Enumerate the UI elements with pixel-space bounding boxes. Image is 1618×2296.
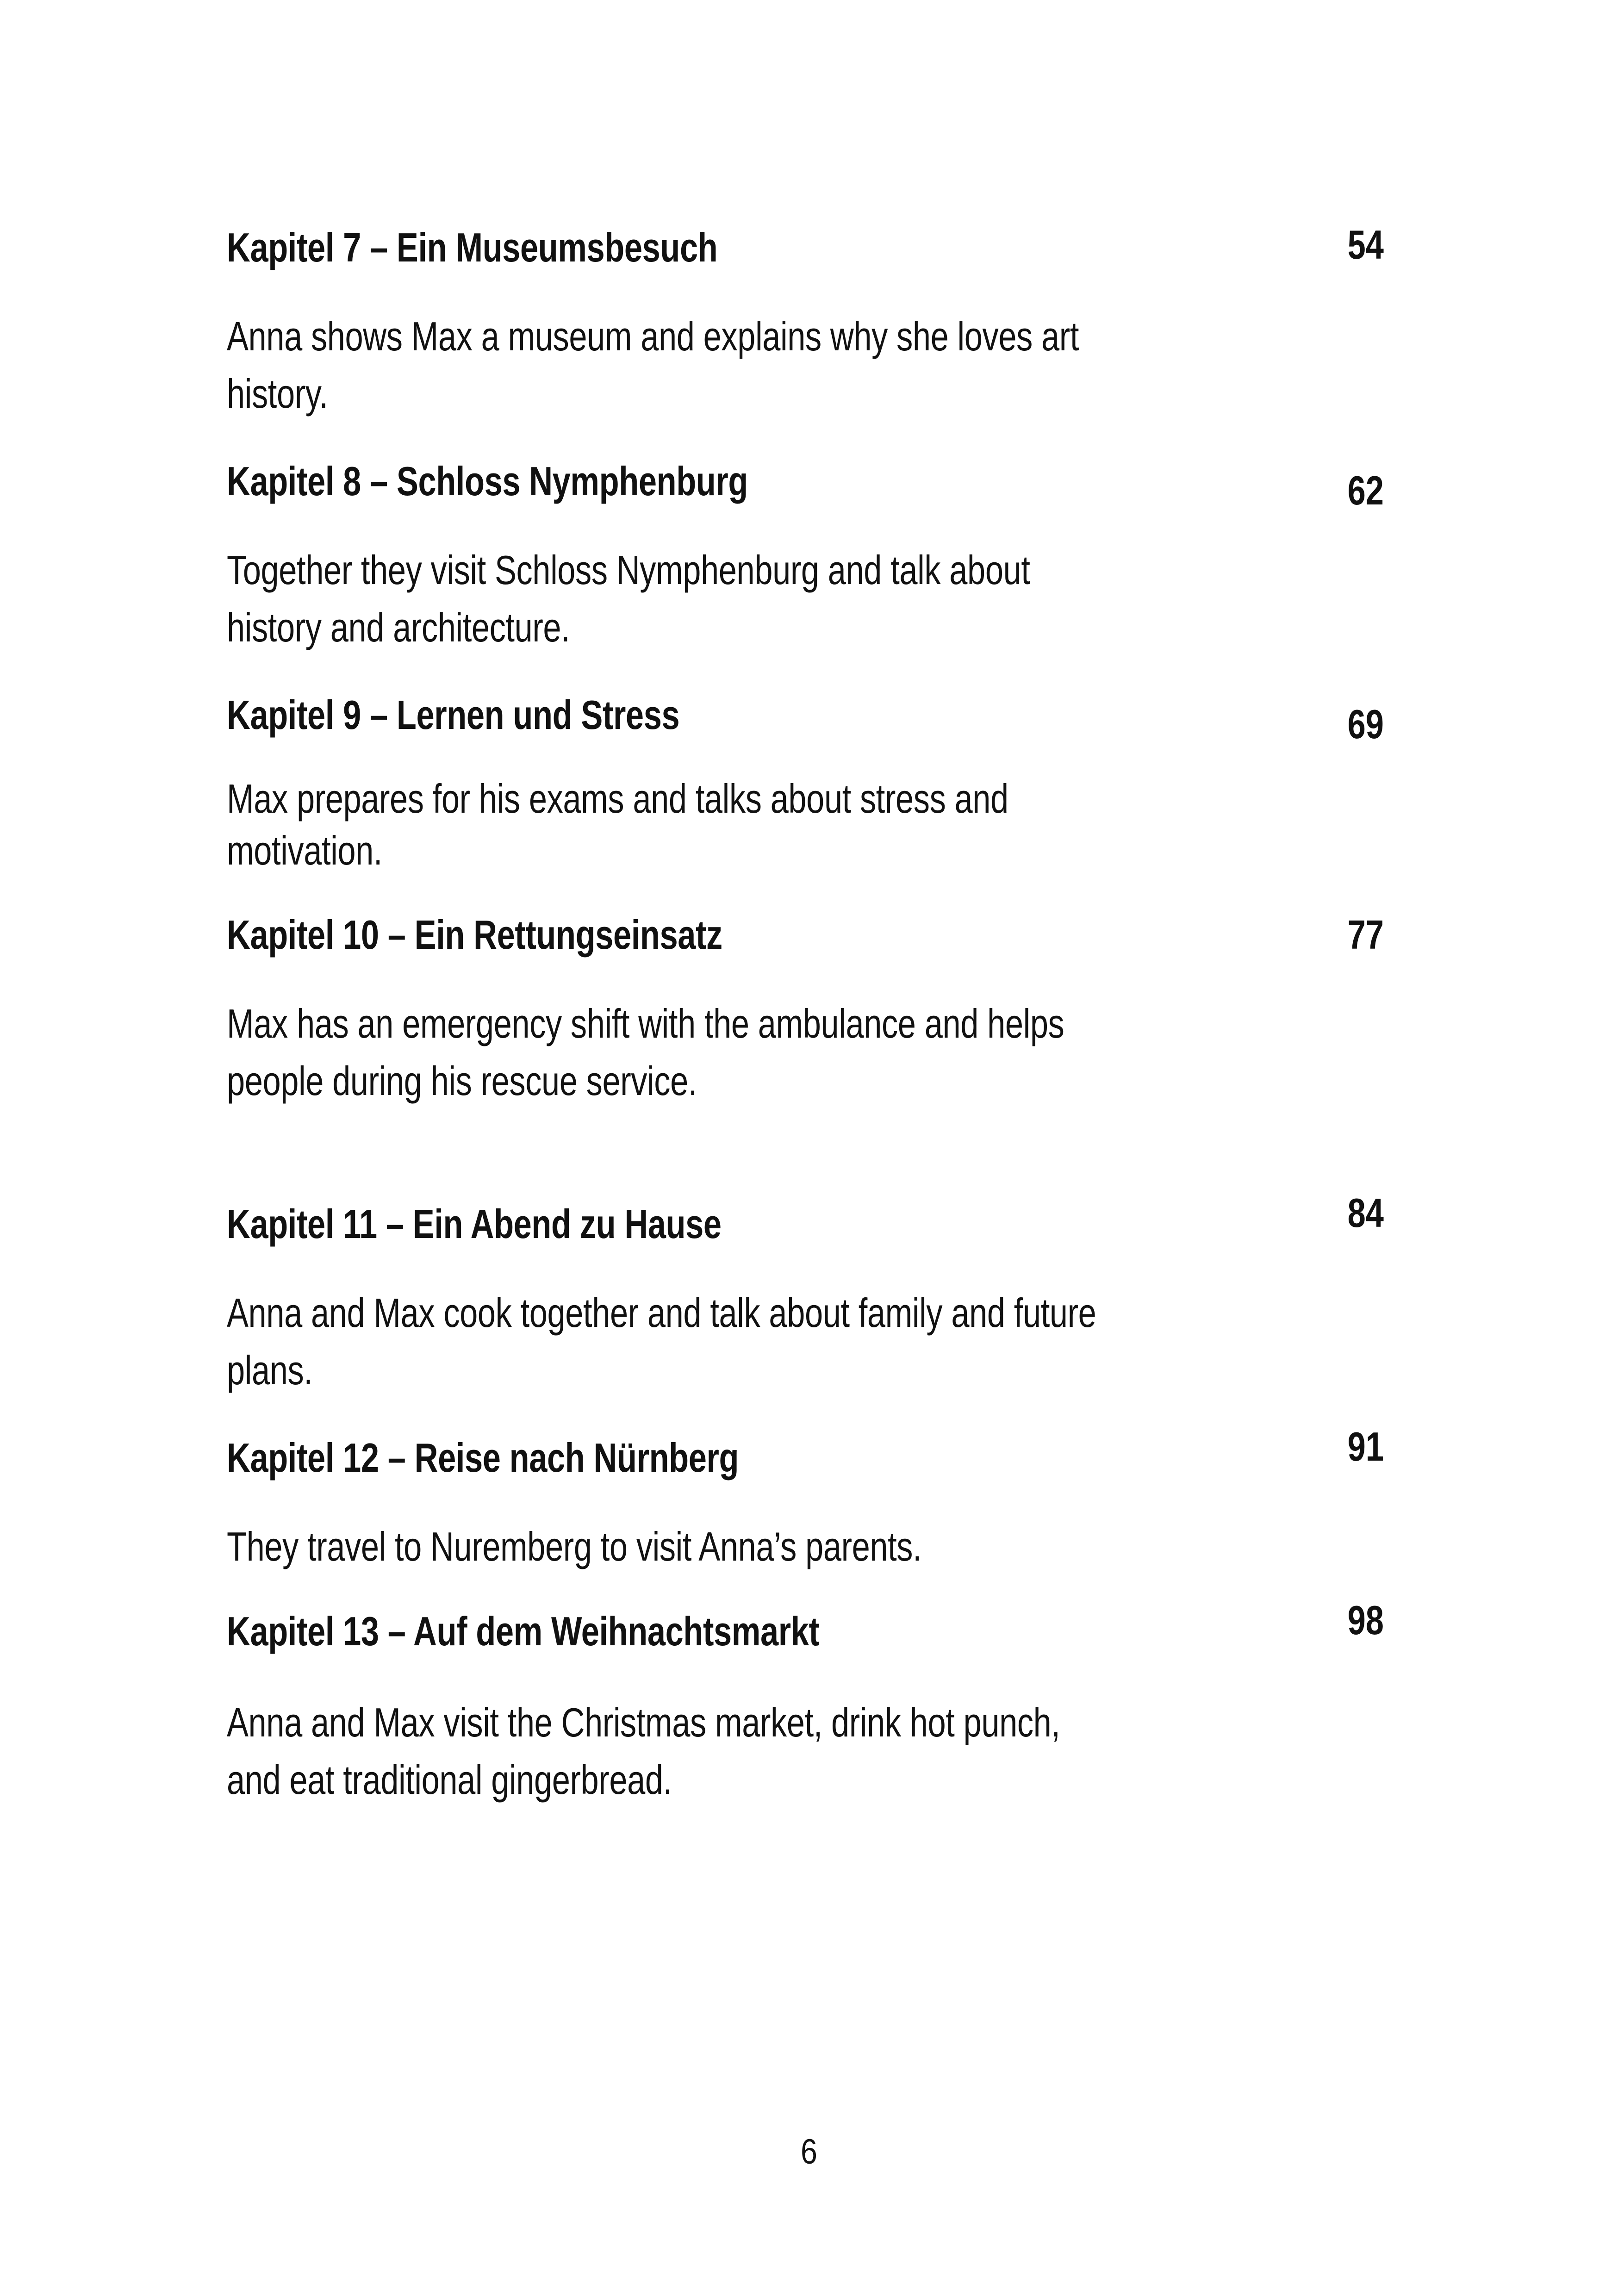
description-line: Anna and Max visit the Christmas market, drink hot punch, — [227, 1699, 1060, 1745]
toc-entry — [227, 1190, 1384, 1412]
chapter-page-number: 77 — [1347, 912, 1384, 958]
chapter-page-number: 62 — [1347, 467, 1384, 513]
toc-entry — [227, 1597, 1384, 1819]
chapter-page-number: 69 — [1347, 701, 1384, 747]
chapter-page-number: 91 — [1347, 1424, 1384, 1469]
toc-entry — [227, 222, 1384, 435]
chapter-title: Kapitel 9 – Lernen und Stress — [227, 692, 680, 738]
chapter-description — [227, 1284, 1323, 1399]
chapter-description — [227, 773, 1323, 877]
description-line: They travel to Nuremberg to visit Anna’s parents. — [227, 1524, 922, 1569]
chapter-page-number: 54 — [1347, 222, 1384, 268]
description-line: Max prepares for his exams and talks about stress and — [227, 776, 1008, 821]
chapter-title: Kapitel 12 – Reise nach Nürnberg — [227, 1435, 739, 1481]
description-line: Anna shows Max a museum and explains why she loves art — [227, 313, 1079, 359]
chapter-title: Kapitel 10 – Ein Rettungseinsatz — [227, 912, 722, 958]
chapter-title: Kapitel 8 – Schloss Nymphenburg — [227, 458, 748, 504]
description-line: Together they visit Schloss Nymphenburg and talk about — [227, 547, 1030, 593]
toc-entry — [227, 456, 1384, 669]
description-line: people during his rescue service. — [227, 1058, 697, 1104]
chapter-description — [227, 308, 1323, 423]
description-line: plans. — [227, 1347, 313, 1393]
chapter-description — [227, 1518, 1323, 1575]
description-line: Anna and Max cook together and talk about family and future — [227, 1290, 1096, 1336]
chapter-title: Kapitel 7 – Ein Museumsbesuch — [227, 224, 718, 270]
description-line: Max has an emergency shift with the ambulance and helps — [227, 1001, 1064, 1046]
toc-entry — [227, 909, 1384, 1122]
toc-entry — [227, 690, 1384, 893]
chapter-description — [227, 541, 1323, 656]
description-line: and eat traditional gingerbread. — [227, 1757, 672, 1803]
chapter-title: Kapitel 11 – Ein Abend zu Hause — [227, 1201, 722, 1247]
toc-entry — [227, 1424, 1384, 1585]
chapter-title: Kapitel 13 – Auf dem Weihnachtsmarkt — [227, 1608, 820, 1654]
description-line: motivation. — [227, 828, 383, 873]
chapter-page-number: 98 — [1347, 1597, 1384, 1643]
chapter-description — [227, 1694, 1323, 1809]
chapter-description — [227, 995, 1323, 1110]
page-number: 6 — [801, 2132, 817, 2172]
description-line: history. — [227, 371, 328, 417]
chapter-page-number: 84 — [1347, 1190, 1384, 1236]
description-line: history and architecture. — [227, 604, 570, 650]
